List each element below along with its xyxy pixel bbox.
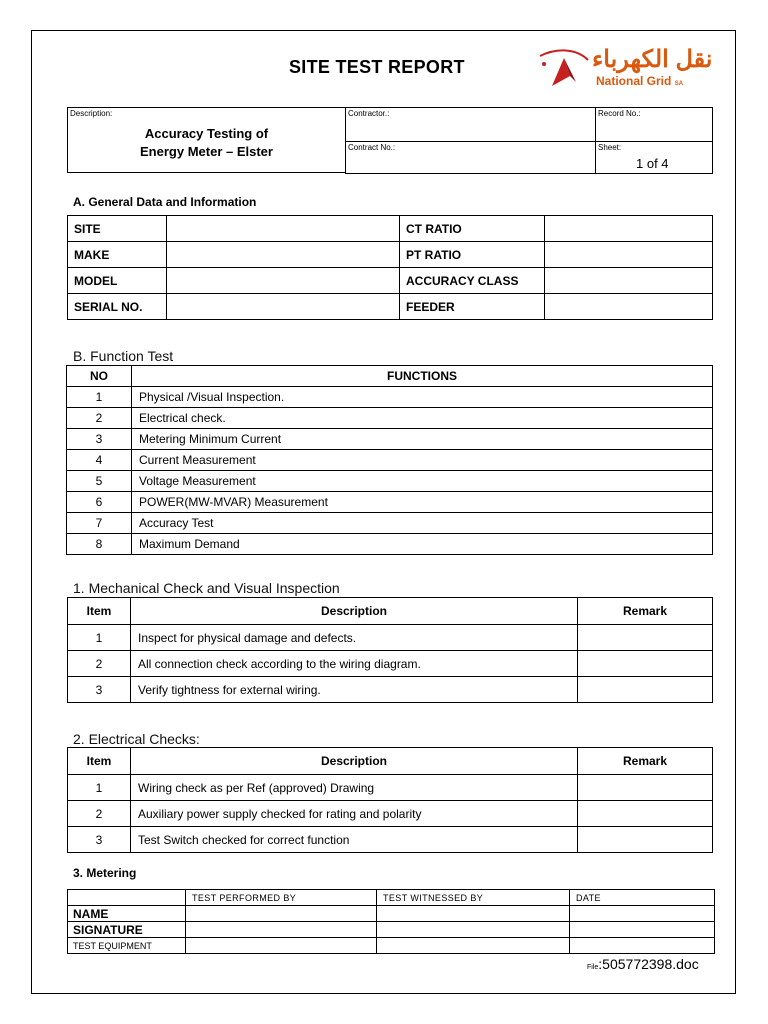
electrical-check-table [67,747,713,853]
table-row: 8 Maximum Demand [67,534,713,555]
table-row: 7 Accuracy Test [67,513,713,534]
national-grid-logo [536,46,716,92]
table-row: 3 Metering Minimum Current [67,429,713,450]
mechanical-check-table [67,597,713,703]
report-title: SITE TEST REPORT [289,57,465,77]
file-reference: File:505772398.doc [587,956,699,972]
table-row: 5 Voltage Measurement [67,471,713,492]
logo-emblem-icon [536,46,592,92]
function-test-table [66,365,713,555]
table-row: 2 Auxiliary power supply checked for rating and polarity [68,801,713,827]
table-header-row: TEST PERFORMED BY TEST WITNESSED BY DATE [68,890,715,906]
table-row: SERIAL NO. FEEDER [68,294,713,320]
table-row: MODEL ACCURACY CLASS [68,268,713,294]
description-box [67,107,346,173]
table-row: TEST EQUIPMENT [68,938,715,954]
table-row: 2 Electrical check. [67,408,713,429]
description-text: Accuracy Testing of Energy Meter – Elster [140,126,273,159]
table-row: MAKE PT RATIO [68,242,713,268]
header-info-table [345,107,713,174]
metering-heading: 3. Metering [73,866,137,880]
table-row: 1 Wiring check as per Ref (approved) Drawing [68,775,713,801]
table-row: NAME [68,906,715,922]
table-header-row: Item Description Remark [68,748,713,775]
table-row: 6 POWER(MW-MVAR) Measurement [67,492,713,513]
table-row: 2 All connection check according to the wiring diagram. [68,651,713,677]
signoff-table [67,889,715,954]
general-heading: A. General Data and Information [73,195,257,209]
logo-english-text: National Grid SA [596,74,684,88]
function-test-heading: B. Function Test [73,348,174,364]
sheet-cell: Sheet: 1 of 4 [596,142,713,174]
table-row: 4 Current Measurement [67,450,713,471]
contractor-cell: Contractor.: [346,108,596,142]
table-row: 1 Inspect for physical damage and defects. [68,625,713,651]
table-row: SITE CT RATIO [68,216,713,242]
electrical-heading: 2. Electrical Checks: [73,731,200,747]
record-no-cell: Record No.: [596,108,713,142]
table-row: SIGNATURE [68,922,715,938]
contract-no-cell: Contract No.: [346,142,596,174]
logo-arabic-text: نقل الكهرباء [592,46,713,73]
table-row: 3 Test Switch checked for correct function [68,827,713,853]
sheet-value: 1 of 4 [636,156,669,171]
table-row: 1 Physical /Visual Inspection. [67,387,713,408]
description-label: Description: [70,109,113,118]
general-data-table [67,215,713,320]
table-header-row: NO FUNCTIONS [67,366,713,387]
table-header-row: Item Description Remark [68,598,713,625]
table-row: 3 Verify tightness for external wiring. [68,677,713,703]
mechanical-heading: 1. Mechanical Check and Visual Inspection [73,580,340,596]
